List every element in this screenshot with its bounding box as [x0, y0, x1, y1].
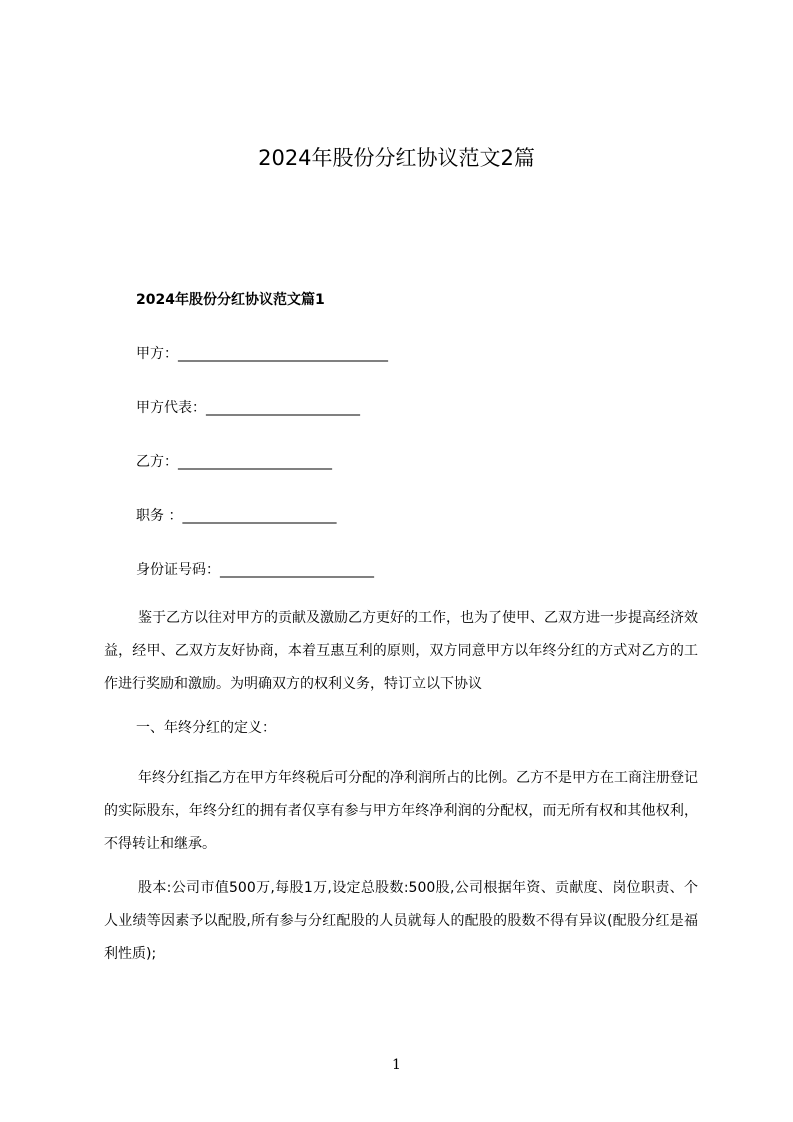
position-blank: ______________________ — [182, 508, 337, 524]
party-a-representative-field — [136, 398, 360, 418]
id-number-label: 身份证号码： — [136, 562, 220, 578]
party-b-field — [136, 452, 332, 472]
party-b-blank: ______________________ — [178, 454, 332, 470]
definition-paragraph: 年终分红指乙方在甲方年终税后可分配的净利润所占的比例。乙方不是甲方在工商注册登记的实际股东，年终分红的拥有者仅享有参与甲方年终净利润的分配权，而无所有权和其他权利，不得转让和继承。 — [104, 770, 698, 852]
party-a-label: 甲方： — [136, 346, 178, 362]
position-label: 职务 ： — [136, 508, 183, 524]
intro-paragraph: 鉴于乙方以往对甲方的贡献及激励乙方更好的工作，也为了使甲、乙双方进一步提高经济效益，经甲、乙双方友好协商，本着互惠互利的原则，双方同意甲方以年终分红的方式对乙方的工作进行奖励和激励。为明确双方的权利义务，特订立以下协议 — [104, 610, 698, 692]
party-a-representative-label: 甲方代表： — [136, 400, 206, 416]
party-a-blank: ______________________________ — [178, 346, 388, 362]
section-1-heading: 一、年终分红的定义： — [136, 720, 276, 736]
id-number-field — [136, 560, 374, 580]
position-field — [136, 506, 336, 526]
party-a-representative-blank: ______________________ — [206, 400, 360, 416]
capital-paragraph: 股本:公司市值500万,每股1万,设定总股数:500股,公司根据年资、贡献度、岗位职责、个人业绩等因素予以配股,所有参与分红配股的人员就每人的配股的股数不得有异议(配股分红是福利性质); — [104, 880, 698, 962]
section-subtitle: 2024年股份分红协议范文篇1 — [136, 292, 325, 308]
party-a-field — [136, 344, 388, 364]
page-number: 1 — [392, 1057, 401, 1073]
id-number-blank: ______________________ — [220, 562, 374, 578]
document-title: 2024年股份分红协议范文2篇 — [258, 146, 535, 170]
party-b-label: 乙方： — [136, 454, 178, 470]
